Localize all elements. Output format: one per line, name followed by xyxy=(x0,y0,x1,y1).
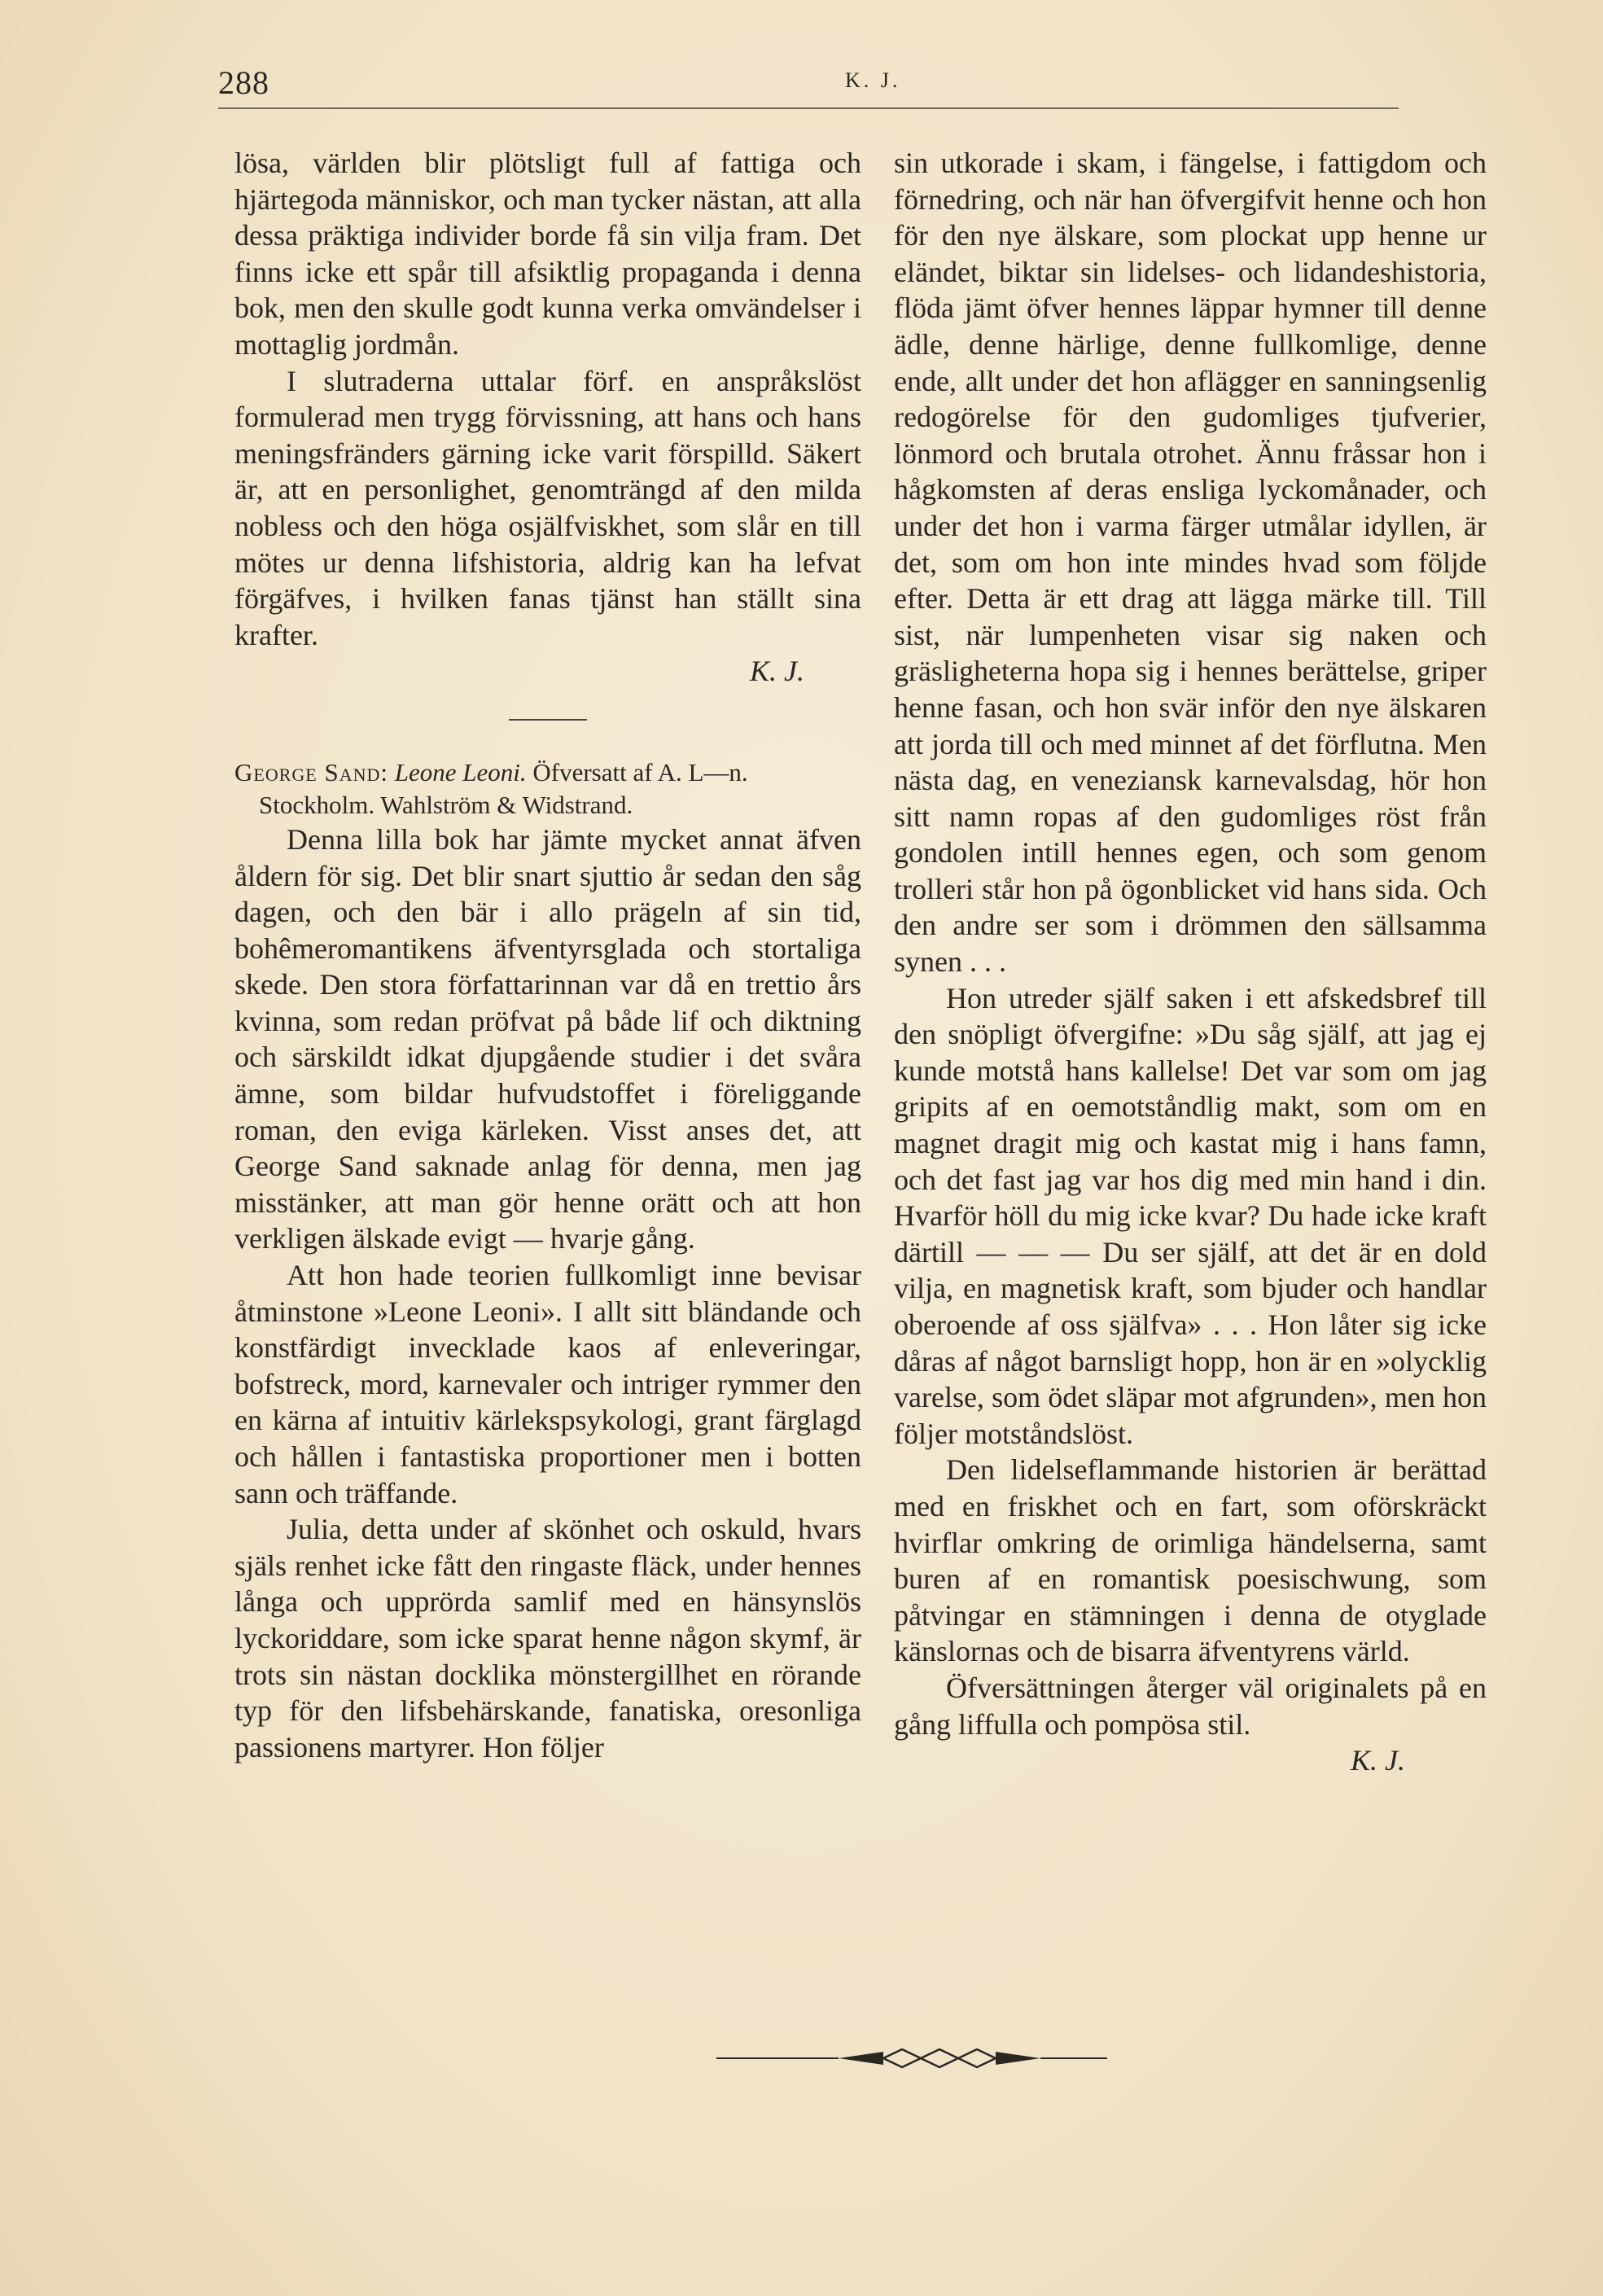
right-column xyxy=(894,145,1487,1779)
left-paragraph-1: lösa, världen blir plötsligt full af fattiga och hjärtegoda människor, och man tycker nästan, att alla dessa präktiga individer borde få sin vilja fram. Det finns icke ett spår till afsiktlig propaganda i denna bok, men den skulle godt kunna verka omvändelser i mottaglig jordmån. xyxy=(234,147,861,361)
section-divider xyxy=(509,719,587,721)
right-paragraph-3: Den lidelseflammande historien är berättad med en friskhet och en fart, som oförskräckt hvirflar omkring de orimliga händelserna, samt buren af en romantisk poesischwung, som påtvingar en stämningen i denna de otyglade känslornas och de bisarra äfventyrens värld. xyxy=(894,1453,1487,1668)
end-ornament-icon xyxy=(716,2042,1107,2075)
citation-title: Leone Leoni. xyxy=(394,757,527,787)
right-paragraph-2: Hon utreder själf saken i ett afskedsbref till den snöpligt öfvergifne: »Du såg själf, att jag ej kunde motstå hans kallelse! Det var som om jag gripits af en oemotståndlig makt, som om en magnet dragit mig och kastat mig i hans famn, och det fast jag var hos dig med min hand i din. Hvarför höll du mig icke kvar? Du hade icke kraft därtill — — — Du ser själf, att det är en dold vilja, en magnetisk kraft, som bjuder och handlar oberoende af oss själfva» . . . Hon låter sig icke dåras af något barnsligt hopp, hon är en »olycklig varelse, som ödet släpar mot afgrunden», men hon följer motståndslöst. xyxy=(894,981,1487,1450)
citation-author: George Sand: xyxy=(234,757,388,787)
left-paragraph-5: Julia, detta under af skönhet och oskuld, hvars själs renhet icke fått den ringaste fläck, under hennes långa och upprörda samlif med en hänsynslös lyckoriddare, som icke sparat henne någon skymf, är trots sin nästan docklika mönstergillhet en rörande typ för den lifsbehärskande, fanatiska, oresonliga passionens martyrer. Hon följer xyxy=(234,1513,861,1764)
review-signature: K. J. xyxy=(750,655,804,688)
right-paragraph-1: sin utkorade i skam, i fängelse, i fattigdom och förnedring, och när han öfvergifvit henne och hon för den nye älskare, som plockat upp henne ur eländet, biktar sin lidelses- och lidandeshistoria, flöda jämt öfver hennes läppar hymner till denne ädle, denne härlige, denne fullkomlige, denne ende, allt under det hon aflägger en sanningsenlig redogörelse för den gudomliges tjufverier, lönmord och brutala otrohet. Ännu fråssar hon i hågkomsten af deras ensliga lyckomånader, och under det hon i varma färger utmålar idyllen, är det, som om hon inte mindes hvad som följde efter. Detta är ett drag att lägga märke till. Till sist, när lumpenheten visar sig naken och gräsligheterna hopa sig i hennes berättelse, griper henne fasan, och hon svär inför den nye älskaren att jorda till och med minnet af det förflutna. Men nästa dag, en veneziansk karnevalsdag, hör hon sitt namn ropas af den gudomliges röst från gondolen intill hennes egen, och som genom trolleri står hon på ögonblicket vid hans sida. Och den andre ser som i drömmen den sällsamma synen . . . xyxy=(894,147,1487,979)
left-paragraph-4: Att hon hade teorien fullkomligt inne bevisar åtminstone »Leone Leoni». I allt sitt bländande och konstfärdigt invecklade kaos af enleveringar, bofstreck, mord, karnevaler och intriger rymmer den en kärna af intuitiv kärlekspsykologi, grant färglagd och hållen i fantastiska proportioner men i botten sann och träffande. xyxy=(234,1259,861,1509)
running-head: K. J. xyxy=(845,68,901,92)
book-citation xyxy=(234,756,861,822)
page-header xyxy=(218,55,1399,104)
header-rule xyxy=(218,107,1399,109)
citation-translator: Öfversatt af A. L—n. xyxy=(532,757,748,787)
citation-publisher: Stockholm. Wahlström & Widstrand. xyxy=(259,790,633,819)
left-column xyxy=(234,145,861,1765)
left-paragraph-3: Denna lilla bok har jämte mycket annat äfven åldern för sig. Det blir snart sjuttio år sedan den såg dagen, och den bär i allo prägeln af sin tid, bohêmeromantikens äfventyrsglada och stortaliga skede. Den stora författarinnan var då en trettio års kvinna, som redan pröfvat på både lif och diktning och särskildt idkat djupgående studier i det svåra ämne, som bildar hufvudstoffet i föreliggande roman, den eviga kärleken. Visst anses det, att George Sand saknade anlag för denna, men jag misstänker, att man gör henne orätt och att hon verkligen älskade evigt — hvarje gång. xyxy=(234,822,861,1255)
page-number: 288 xyxy=(218,64,269,101)
right-paragraph-4: Öfversättningen återger väl originalets på en gång liffulla och pompösa stil. xyxy=(894,1671,1487,1741)
closing-signature: K. J. xyxy=(1351,1744,1405,1777)
left-paragraph-2: I slutraderna uttalar förf. en anspråkslöst formulerad men trygg förvissning, att hans och hans meningsfränders gärning icke varit förspilld. Säkert är, att en personlighet, genomträngd af den milda nobless och den höga osjälfviskhet, som slår en till mötes ur denna lifshistoria, aldrig kan ha lefvat förgäfves, i hvilken fanas tjänst han ställt sina krafter. xyxy=(234,364,861,651)
